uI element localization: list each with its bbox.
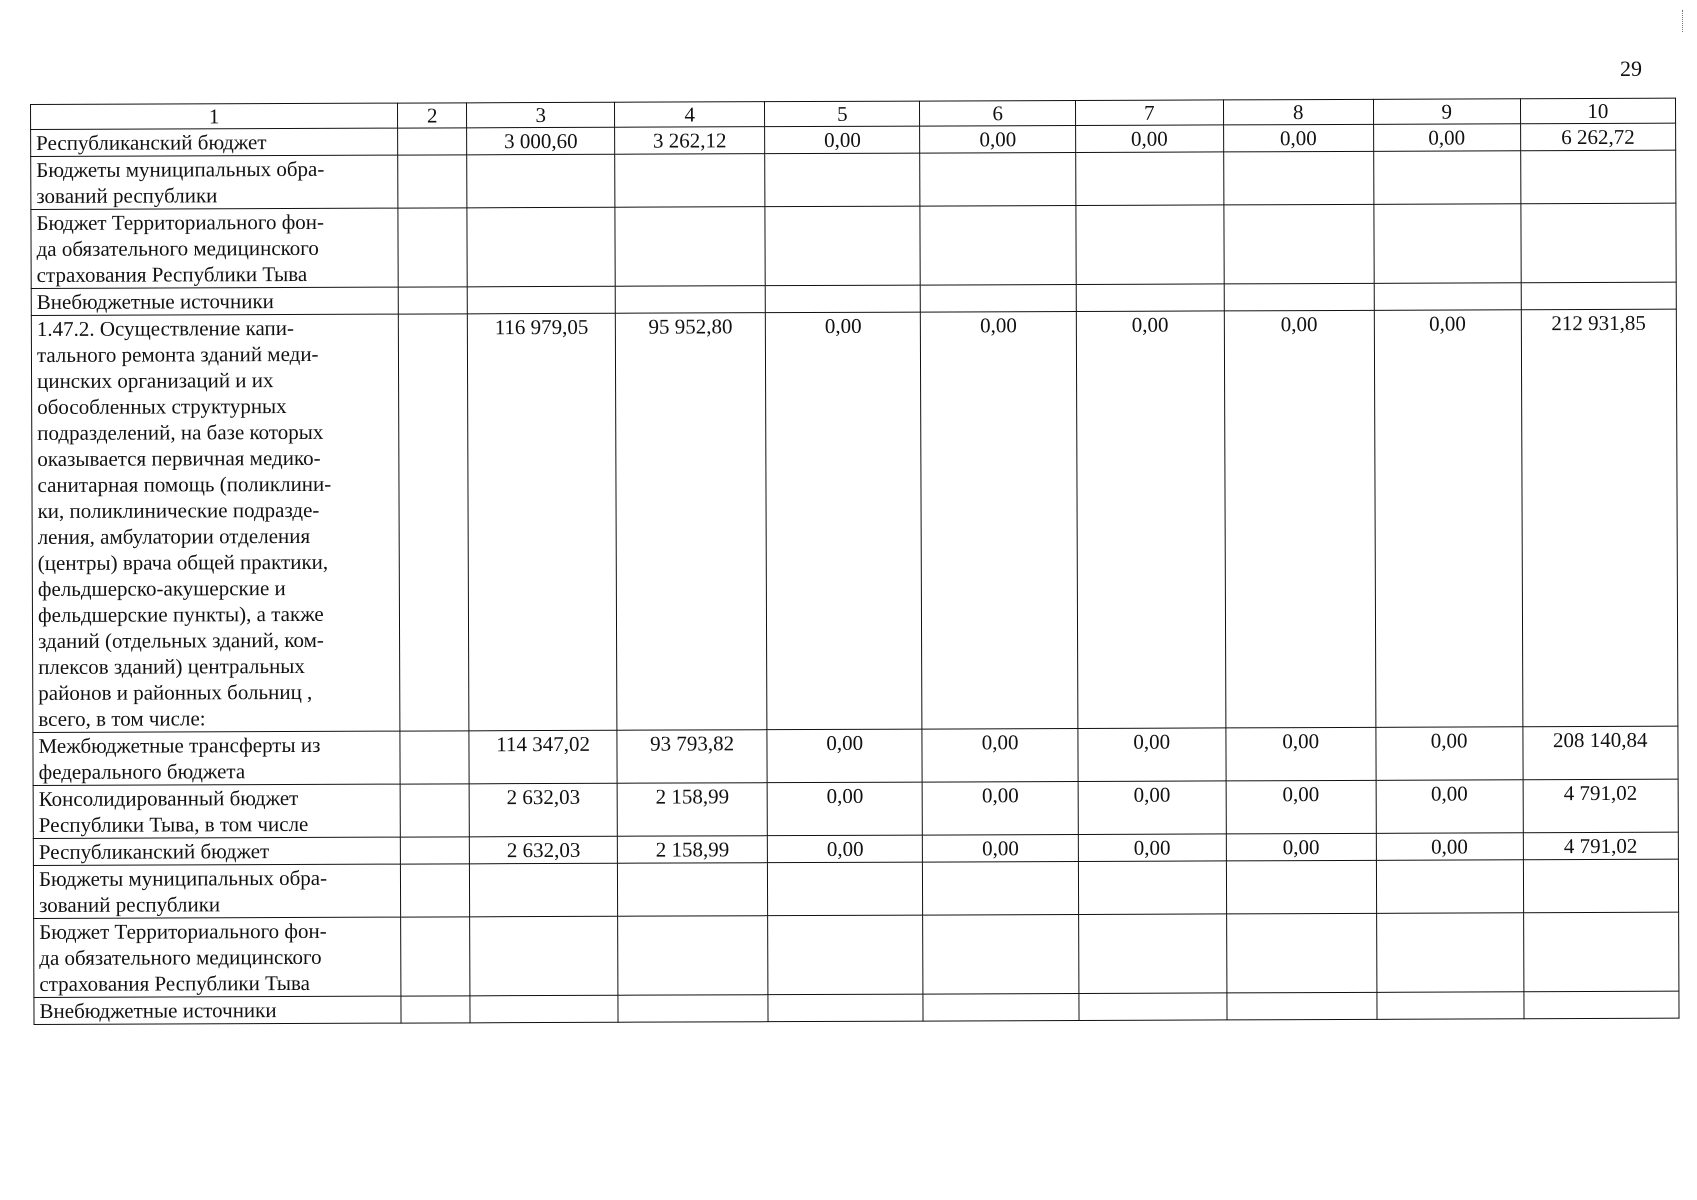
table-cell-col-9: 0,00 — [1376, 727, 1523, 781]
table-cell-col-10: 208 140,84 — [1522, 726, 1678, 780]
table-cell-col-5 — [765, 206, 921, 286]
table-cell-col-4 — [615, 286, 765, 314]
column-header: 3 — [467, 102, 615, 128]
table-row — [34, 912, 1679, 997]
table-cell-col-2 — [401, 917, 470, 996]
table-cell-col-4 — [615, 154, 765, 208]
row-label: Бюджет Территориального фон- да обязательного медицинского страхования Республики Тыва — [31, 208, 398, 288]
table-row — [31, 309, 1678, 732]
table-cell-col-6 — [923, 861, 1079, 915]
table-cell-col-6: 0,00 — [922, 728, 1078, 782]
table-cell-col-4: 93 793,82 — [617, 730, 767, 784]
table-cell-col-2 — [398, 208, 467, 287]
table-cell-col-9 — [1374, 283, 1521, 311]
table-cell-col-2 — [400, 731, 469, 784]
table-cell-col-9 — [1376, 860, 1523, 914]
table-cell-col-4 — [618, 995, 768, 1023]
table-cell-col-10 — [1523, 991, 1679, 1019]
column-header: 4 — [615, 102, 765, 128]
table-cell-col-5 — [765, 153, 921, 207]
table-cell-col-7: 0,00 — [1078, 834, 1226, 862]
row-label: Бюджет Территориального фон- да обязательного медицинского страхования Республики Тыва — [34, 917, 401, 997]
table-cell-col-2 — [398, 128, 467, 155]
table-cell-col-4: 2 158,99 — [617, 783, 767, 837]
table-cell-col-10: 6 262,72 — [1520, 123, 1676, 151]
page-number: 29 — [1620, 56, 1642, 81]
table-cell-col-8 — [1224, 283, 1374, 311]
table-cell-col-3: 2 632,03 — [469, 783, 617, 837]
column-header: 7 — [1075, 100, 1223, 126]
row-label: Бюджеты муниципальных обра- зований республики — [33, 864, 400, 918]
column-header: 5 — [765, 101, 920, 127]
table-cell-col-4: 95 952,80 — [615, 313, 767, 731]
table-cell-col-7 — [1076, 205, 1224, 285]
table-cell-col-8 — [1226, 913, 1376, 993]
table-cell-col-5 — [768, 915, 924, 995]
table-cell-col-8: 0,00 — [1223, 124, 1373, 152]
table-cell-col-2 — [398, 314, 469, 731]
table-cell-col-6 — [920, 205, 1076, 285]
table-cell-col-6: 0,00 — [923, 834, 1078, 862]
table-cell-col-7: 0,00 — [1076, 311, 1225, 729]
table-row — [33, 779, 1678, 838]
column-header: 2 — [398, 103, 467, 128]
table-cell-col-10 — [1520, 203, 1676, 283]
table-cell-col-5 — [768, 862, 924, 916]
table-cell-col-2 — [400, 784, 469, 837]
table-row — [31, 150, 1676, 209]
table-cell-col-2 — [400, 864, 469, 917]
table-cell-col-9 — [1376, 913, 1523, 993]
table-cell-col-3: 2 632,03 — [470, 836, 618, 864]
table-cell-col-8: 0,00 — [1226, 833, 1376, 861]
table-cell-col-10 — [1523, 912, 1679, 992]
table-row — [33, 726, 1678, 785]
table-cell-col-6: 0,00 — [923, 781, 1079, 835]
column-header: 6 — [920, 100, 1075, 126]
table-cell-col-9: 0,00 — [1376, 833, 1523, 861]
budget-table — [30, 98, 1680, 1025]
table-cell-col-10 — [1523, 859, 1679, 913]
table-cell-col-9: 0,00 — [1373, 124, 1520, 152]
table-cell-col-3 — [467, 286, 615, 314]
table-cell-col-8 — [1227, 992, 1377, 1020]
table-cell-col-6 — [923, 914, 1079, 994]
table-cell-col-3 — [467, 154, 615, 208]
table-cell-col-4: 2 158,99 — [617, 836, 767, 864]
table-cell-col-5 — [768, 994, 923, 1022]
table-cell-col-5: 0,00 — [767, 729, 923, 783]
budget-table-container — [30, 98, 1680, 1025]
table-cell-col-7 — [1079, 993, 1227, 1021]
table-cell-col-6 — [920, 152, 1076, 206]
table-cell-col-10 — [1521, 282, 1677, 310]
table-cell-col-7 — [1076, 152, 1224, 206]
row-label: Внебюджетные источники — [31, 287, 398, 315]
table-cell-col-8: 0,00 — [1226, 727, 1376, 781]
table-cell-col-5: 0,00 — [767, 835, 922, 863]
table-cell-col-6: 0,00 — [920, 125, 1075, 153]
row-label: 1.47.2. Осуществление капи- тального ремонта зданий меди- цинских организаций и их обособленных структурных подразделений, на базе которых оказывается первичная медико- санитарная помощь (поликлини- ки, поликлинические подразде- ления, амбулатории отделения (центры) врача общей практики, фельдшерско-акушерские и фельдшерские пункты), а также зданий (отдельных зданий, ком- плексов зданий) центральных районов и районных больниц , всего, в том числе: — [31, 314, 400, 732]
table-cell-col-7: 0,00 — [1078, 781, 1226, 835]
column-header: 9 — [1373, 99, 1520, 125]
column-header: 8 — [1223, 99, 1373, 125]
table-cell-col-9: 0,00 — [1374, 310, 1522, 728]
row-label: Республиканский бюджет — [33, 837, 400, 865]
table-cell-col-9 — [1377, 992, 1524, 1020]
table-cell-col-2 — [398, 155, 467, 208]
table-cell-col-3: 3 000,60 — [467, 127, 615, 155]
table-cell-col-9 — [1374, 204, 1521, 284]
column-header: 1 — [31, 103, 398, 129]
table-cell-col-6: 0,00 — [921, 311, 1078, 729]
row-label: Межбюджетные трансферты из федерального бюджета — [33, 731, 400, 785]
table-cell-col-2 — [401, 996, 470, 1023]
table-cell-col-10: 4 791,02 — [1523, 779, 1679, 833]
table-cell-col-6 — [923, 993, 1078, 1021]
table-cell-col-4 — [618, 916, 768, 996]
table-cell-col-8 — [1226, 860, 1376, 914]
table-cell-col-8 — [1224, 204, 1374, 284]
table-cell-col-5 — [765, 285, 920, 313]
table-cell-col-10: 4 791,02 — [1523, 832, 1679, 860]
table-row — [33, 859, 1678, 918]
table-cell-col-5: 0,00 — [765, 312, 922, 730]
table-cell-col-7 — [1078, 861, 1226, 915]
row-label: Консолидированный бюджет Республики Тыва, в том числе — [33, 784, 400, 838]
table-row — [34, 991, 1679, 1024]
table-cell-col-9: 0,00 — [1376, 780, 1523, 834]
table-cell-col-3: 114 347,02 — [469, 730, 617, 784]
table-cell-col-10: 212 931,85 — [1521, 309, 1678, 727]
table-cell-col-2 — [398, 287, 467, 314]
table-cell-col-3 — [467, 207, 615, 287]
row-label: Внебюджетные источники — [34, 996, 401, 1024]
table-cell-col-3 — [470, 863, 618, 917]
row-label: Республиканский бюджет — [31, 128, 398, 156]
table-cell-col-2 — [400, 837, 469, 864]
table-cell-col-6 — [921, 284, 1076, 312]
table-row — [31, 203, 1676, 288]
table-cell-col-4 — [618, 863, 768, 917]
table-cell-col-10 — [1520, 150, 1676, 204]
table-cell-col-3: 116 979,05 — [468, 313, 617, 731]
table-cell-col-8 — [1223, 151, 1373, 205]
table-cell-col-7: 0,00 — [1075, 125, 1223, 153]
table-cell-col-7 — [1078, 914, 1226, 994]
table-cell-col-4 — [615, 207, 765, 287]
row-label: Бюджеты муниципальных обра- зований республики — [31, 155, 398, 209]
table-cell-col-4: 3 262,12 — [615, 127, 765, 155]
table-cell-col-8: 0,00 — [1224, 310, 1376, 728]
table-cell-col-3 — [470, 916, 618, 996]
scan-artifact — [1682, 10, 1686, 32]
table-cell-col-9 — [1373, 151, 1520, 205]
table-body — [31, 98, 1680, 1024]
table-cell-col-5: 0,00 — [765, 126, 920, 154]
table-cell-col-3 — [470, 995, 618, 1023]
table-cell-col-7: 0,00 — [1078, 728, 1226, 782]
table-cell-col-8: 0,00 — [1226, 780, 1376, 834]
table-cell-col-5: 0,00 — [767, 782, 923, 836]
column-header: 10 — [1520, 98, 1676, 124]
table-cell-col-7 — [1076, 284, 1224, 312]
